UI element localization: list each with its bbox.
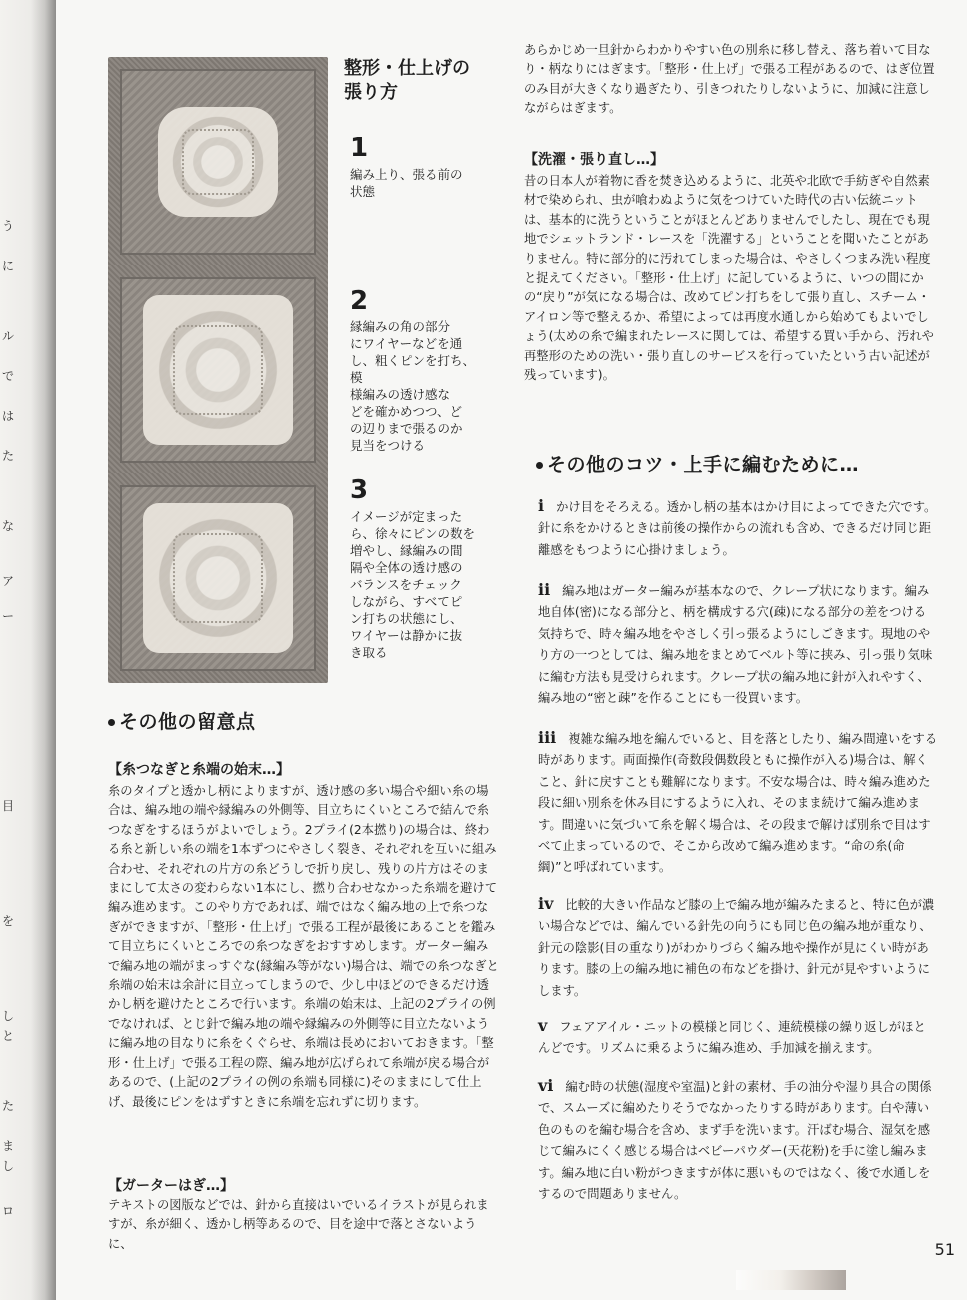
gutter-fragment: し [2, 1009, 15, 1023]
gutter-fragment: う [2, 219, 15, 233]
page-51 [56, 0, 967, 1300]
step-3-text: イメージが定まった ら、徐々にピンの数を 増やし、縁編みの間 隔や全体の透け感の バランスをチェック しながら、すべてピ ン打ちの状態にし、 ワイヤーは静かに抜 き取る [350, 509, 476, 660]
tip-text: 複雑な編み地を編んでいると、目を落としたり、編み間違いをする時があります。両面操作(奇数段偶数段ともに操作が入る)場合は、解くこと、針に戻すことも難解になります。不安な場合は、時々編み進めた段に細い別糸を休み目にするように入れ、そのまま続けて編み進めます。間違いに気づいて糸を解く場合は、その段まで解けば別糸で目はすべて止まっているので、そこから改めて編み進めます。“命の糸(命綱)”と呼ばれています。 [538, 732, 938, 875]
tip-item [538, 1016, 938, 1059]
tip-number: iv [538, 894, 554, 913]
step-2-number: 2 [350, 286, 369, 316]
tip-text: かけ目をそろえる。透かし柄の基本はかけ目によってできた穴です。針に糸をかけるときは前後の操作からの流れも含め、できるだけ同じ距離感をもつように心掛けましょう。 [538, 500, 937, 557]
tip-item [538, 496, 938, 560]
blocking-board [120, 69, 316, 255]
gutter-fragment: ロ [2, 1204, 15, 1218]
step-1-number: 1 [350, 133, 369, 163]
yarn-join-body: 糸のタイプと透かし柄によりますが、透け感の多い場合や細い糸の場合は、編み地の端や縁編みの外側等、目立ちにくいところで結んで糸つなぎをするほうがよいでしょう。2プライ(2本撚り)の場合は、終わる糸と新しい糸の端を1本ずつにやさしく裂き、それぞれを互いに組み合わせ、それぞれの片方の糸どうしで折り戻し、残りの片方はそのままにして太さの変わらない1本にし、撚り合わせなかった糸端を避けて編み進めます。このやり方であれば、端ではなく編み地の上で糸つなぎができますが、「整形・仕上げ」で張る工程が最後にあることを鑑みて目立ちにくいところでの糸つなぎをおすすめします。ガーター編みで編み地の端がまっすぐな(縁編み等がない)場合は、端での糸つなぎと糸端の始末は余計に目立ってしまうので、少し中ほどのできるだけ透かし柄を避けたところで行います。糸端の始末は、上記の2プライの例でなければ、とじ針で編み地の端や縁編みの外側等に目立たないように編み地の目なりに糸をくぐらせ、糸端は長めにおいておきます。「整形・仕上げ」で張る工程の際、編み地が広げられて糸端が戻る場合があるので、(上記の2プライの例の糸端も同様に)そのままにして仕上げ、最後にピンをはずすときに糸端を忘れずに切ります。 [108, 784, 499, 1109]
gutter-fragment: な [2, 519, 15, 533]
tip-text: 比較的大きい作品など膝の上で編み地が編みたまると、特に色が濃い場合などでは、編んでいる針先の向うにも同じ色の編み地が重なり、針元の陰影(目の重なり)がわかりづらく編み地や操作が見にくい時があります。膝の上の編み地に補色の布などを掛け、針元が見やすいようにします。 [538, 898, 935, 998]
tip-number: iii [538, 728, 557, 747]
intro-paragraph: あらかじめ一旦針からわかりやすい色の別糸に移し替え、落ち着いて目なり・柄なりにはぎます。「整形・仕上げ」で張る工程があるので、はぎ位置のみ目が大きくなり過ぎたり、引きつれたりしないように、加減に注意しながらはぎます。 [524, 43, 935, 116]
bullet-icon [108, 719, 115, 726]
tips-heading [536, 453, 859, 477]
gutter-fragment: ま [2, 1139, 15, 1153]
gutter-fragment: た [2, 1099, 15, 1113]
scan-artifact [736, 1270, 846, 1290]
garter-graft-body: テキストの図版などでは、針から直接はいでいるイラストが見られますが、糸が細く、透かし柄等あるので、目を途中で落とさないように、 [108, 1198, 489, 1251]
gutter-fragment: に [2, 259, 15, 273]
lace-shawl [143, 295, 293, 445]
tip-number: ii [538, 580, 551, 599]
shaping-heading: 整形・仕上げの 張り方 [344, 58, 470, 103]
bullet-icon [536, 462, 543, 469]
page-number: 51 [934, 1240, 955, 1259]
washing-heading: 【洗濯・張り直し…】 [524, 152, 664, 168]
garter-graft-heading: 【ガーターはぎ…】 [108, 1178, 234, 1194]
tip-text: 編む時の状態(湿度や室温)と針の素材、手の油分や湿り具合の関係で、スムーズに編めたりそうでなかったりする時があります。白や薄い色のものを編む場合を含め、まず手を洗います。汗ばむ場合、湿気を感じて編みにくく感じる場合はベビーパウダー(天花粉)を手に塗し編みます。編み地に白い粉がつきますが体に悪いものではなく、後で水通しをするので問題ありません。 [538, 1080, 932, 1202]
gutter-fragment: ア [2, 574, 15, 588]
tip-text: 編み地はガーター編みが基本なので、クレープ状になります。編み地自体(密)になる部分と、柄を構成する穴(疎)になる部分の差をつける気持ちで、時々編み地をやさしく引っ張るようにしごきます。現地のやり方の一つとしては、編み地をまとめてベルト等に挟み、引っ張り気味に編む方法も見受けられます。クレープ状の編み地に針が入れやすく、編み地の“密と疎”を作ることにも一役買います。 [538, 584, 933, 706]
tip-number: vi [538, 1076, 554, 1095]
other-notes-heading [108, 710, 256, 734]
gutter-fragment: を [2, 914, 15, 928]
yarn-join-heading: 【糸つなぎと糸端の始末…】 [108, 762, 290, 778]
gutter-fragment: し [2, 1159, 15, 1173]
gutter-fragment: 目 [2, 799, 15, 813]
blocking-board [120, 485, 316, 671]
tip-item [538, 1076, 938, 1204]
previous-page-gutter [0, 0, 56, 1300]
tip-item [538, 894, 938, 1001]
tips-heading-text: その他のコツ・上手に編むために… [547, 454, 860, 476]
gutter-fragment: は [2, 409, 15, 423]
blocking-board [120, 277, 316, 463]
step-2-text: 縁編みの角の部分 にワイヤーなどを通 し、粗くピンを打ち、模 様編みの透け感な どを確かめつつ、ど の辺りまで張るのか 見当をつける [350, 319, 476, 453]
washing-body: 昔の日本人が着物に香を焚き込めるように、北英や北欧で手紡ぎや自然素材で染められ、虫が喰わぬように気をつけていた時代の古い伝統ニットは、基本的に洗うということがほとんどありませんでしたし、現在でも現地でシェットランド・レースを「洗濯する」ということを聞いたことがありません。特に部分的に汚れてしまった場合は、やさしくつまみ洗い程度と捉えてください。「整形・仕上げ」に記しているように、いつの間にかの“戻り”が気になる場合は、改めてピン打ちをして張り直し、スチーム・アイロン等で整えるか、希望によっては再度水通しから始めてもよいでしょう(太めの糸で編まれたレースに関しては、希望する買い手から、汚れや再整形のための洗い・張り直しのサービスを行っていたという古い記述が残っています)。 [524, 174, 934, 383]
gutter-fragment: た [2, 449, 15, 463]
gutter-fragment: と [2, 1029, 15, 1043]
lace-photo-wire-pinning [108, 265, 328, 475]
lace-shawl [158, 107, 278, 217]
tip-number: i [538, 496, 545, 515]
gutter-fragment: ル [2, 329, 15, 343]
lace-photo-before-blocking [108, 57, 328, 267]
tip-number: v [538, 1016, 548, 1035]
tip-item [538, 580, 938, 708]
lace-photo-fully-pinned [108, 473, 328, 683]
tip-text: フェアアイル・ニットの模様と同じく、連続模様の繰り返しがほとんどです。リズムに乗るように編み進め、手加減を揃えます。 [538, 1020, 926, 1056]
other-notes-heading-text: その他の留意点 [119, 711, 256, 733]
step-3-number: 3 [350, 475, 369, 505]
lace-shawl [143, 503, 293, 653]
step-1-text: 編み上り、張る前の 状態 [350, 167, 463, 199]
tip-item [538, 728, 938, 878]
gutter-fragment: ー [2, 609, 15, 623]
gutter-fragment: で [2, 369, 15, 383]
